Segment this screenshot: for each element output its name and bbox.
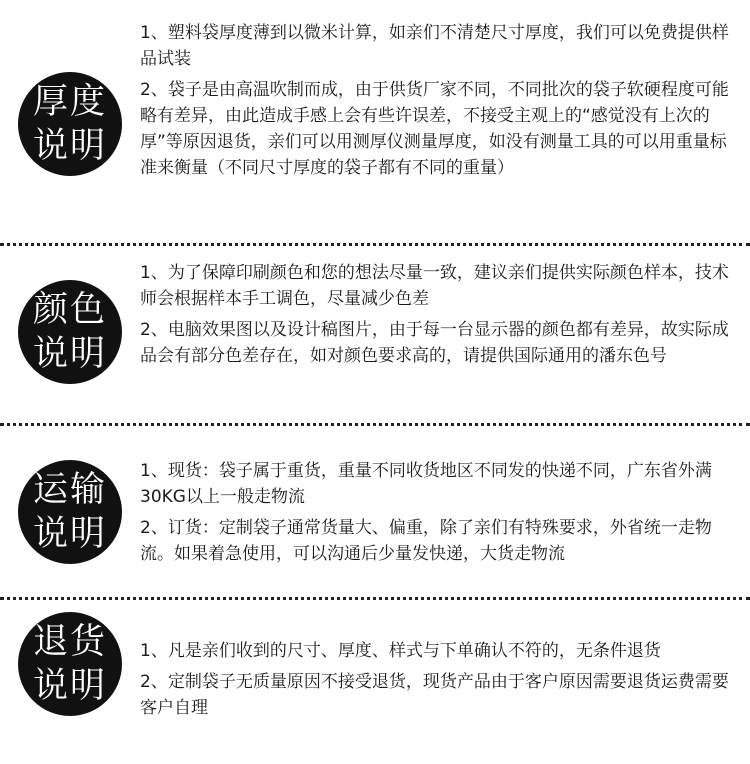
shipping-text bbox=[140, 458, 740, 572]
section-shipping bbox=[0, 426, 750, 598]
color-text bbox=[140, 260, 740, 374]
badge-line-2: 说明 bbox=[32, 334, 107, 374]
paragraph: 2、订货：定制袋子通常货量大、偏重，除了亲们有特殊要求，外省统一走物流。如果着急使用，可以沟通后少量发快递，大货走物流 bbox=[140, 518, 712, 564]
badge-line-1: 厚度 bbox=[32, 82, 107, 122]
returns-badge bbox=[18, 612, 122, 716]
badge-line-1: 颜色 bbox=[32, 290, 107, 330]
thickness-badge bbox=[18, 72, 122, 176]
thickness-text bbox=[140, 20, 740, 186]
paragraph: 1、为了保障印刷颜色和您的想法尽量一致，建议亲们提供实际颜色样本，技术师会根据样本手工调色，尽量减少色差 bbox=[140, 263, 729, 309]
paragraph: 2、电脑效果图以及设计稿图片，由于每一台显示器的颜色都有差异，故实际成品会有部分色差存在，如对颜色要求高的，请提供国际通用的潘东色号 bbox=[140, 320, 729, 366]
paragraph: 1、现货：袋子属于重货，重量不同收货地区不同发的快递不同，广东省外满30KG以上一般走物流 bbox=[140, 461, 712, 507]
section-color bbox=[0, 246, 750, 423]
badge-line-1: 退货 bbox=[32, 622, 107, 662]
shipping-badge bbox=[18, 460, 122, 564]
paragraph: 1、凡是亲们收到的尺寸、厚度、样式与下单确认不符的，无条件退货 bbox=[140, 641, 661, 661]
color-badge bbox=[18, 280, 122, 384]
paragraph: 2、定制袋子无质量原因不接受退货，现货产品由于客户原因需要退货运费需要客户自理 bbox=[140, 672, 729, 718]
section-thickness bbox=[0, 0, 750, 244]
badge-line-2: 说明 bbox=[32, 666, 107, 706]
paragraph: 2、袋子是由高温吹制而成，由于供货厂家不同，不同批次的袋子软硬程度可能略有差异，由此造成手感上会有些许误差，不接受主观上的“感觉没有上次的厚”等原因退货，亲们可以用测厚仪测量厚度，如没有测量工具的可以用重量标准来衡量（不同尺寸厚度的袋子都有不同的重量） bbox=[140, 80, 729, 178]
badge-line-1: 运输 bbox=[32, 470, 107, 510]
badge-line-2: 说明 bbox=[32, 514, 107, 554]
returns-text bbox=[140, 638, 740, 726]
badge-line-2: 说明 bbox=[32, 126, 107, 166]
section-returns bbox=[0, 600, 750, 764]
paragraph: 1、塑料袋厚度薄到以微米计算，如亲们不清楚尺寸厚度，我们可以免费提供样品试装 bbox=[140, 23, 729, 69]
